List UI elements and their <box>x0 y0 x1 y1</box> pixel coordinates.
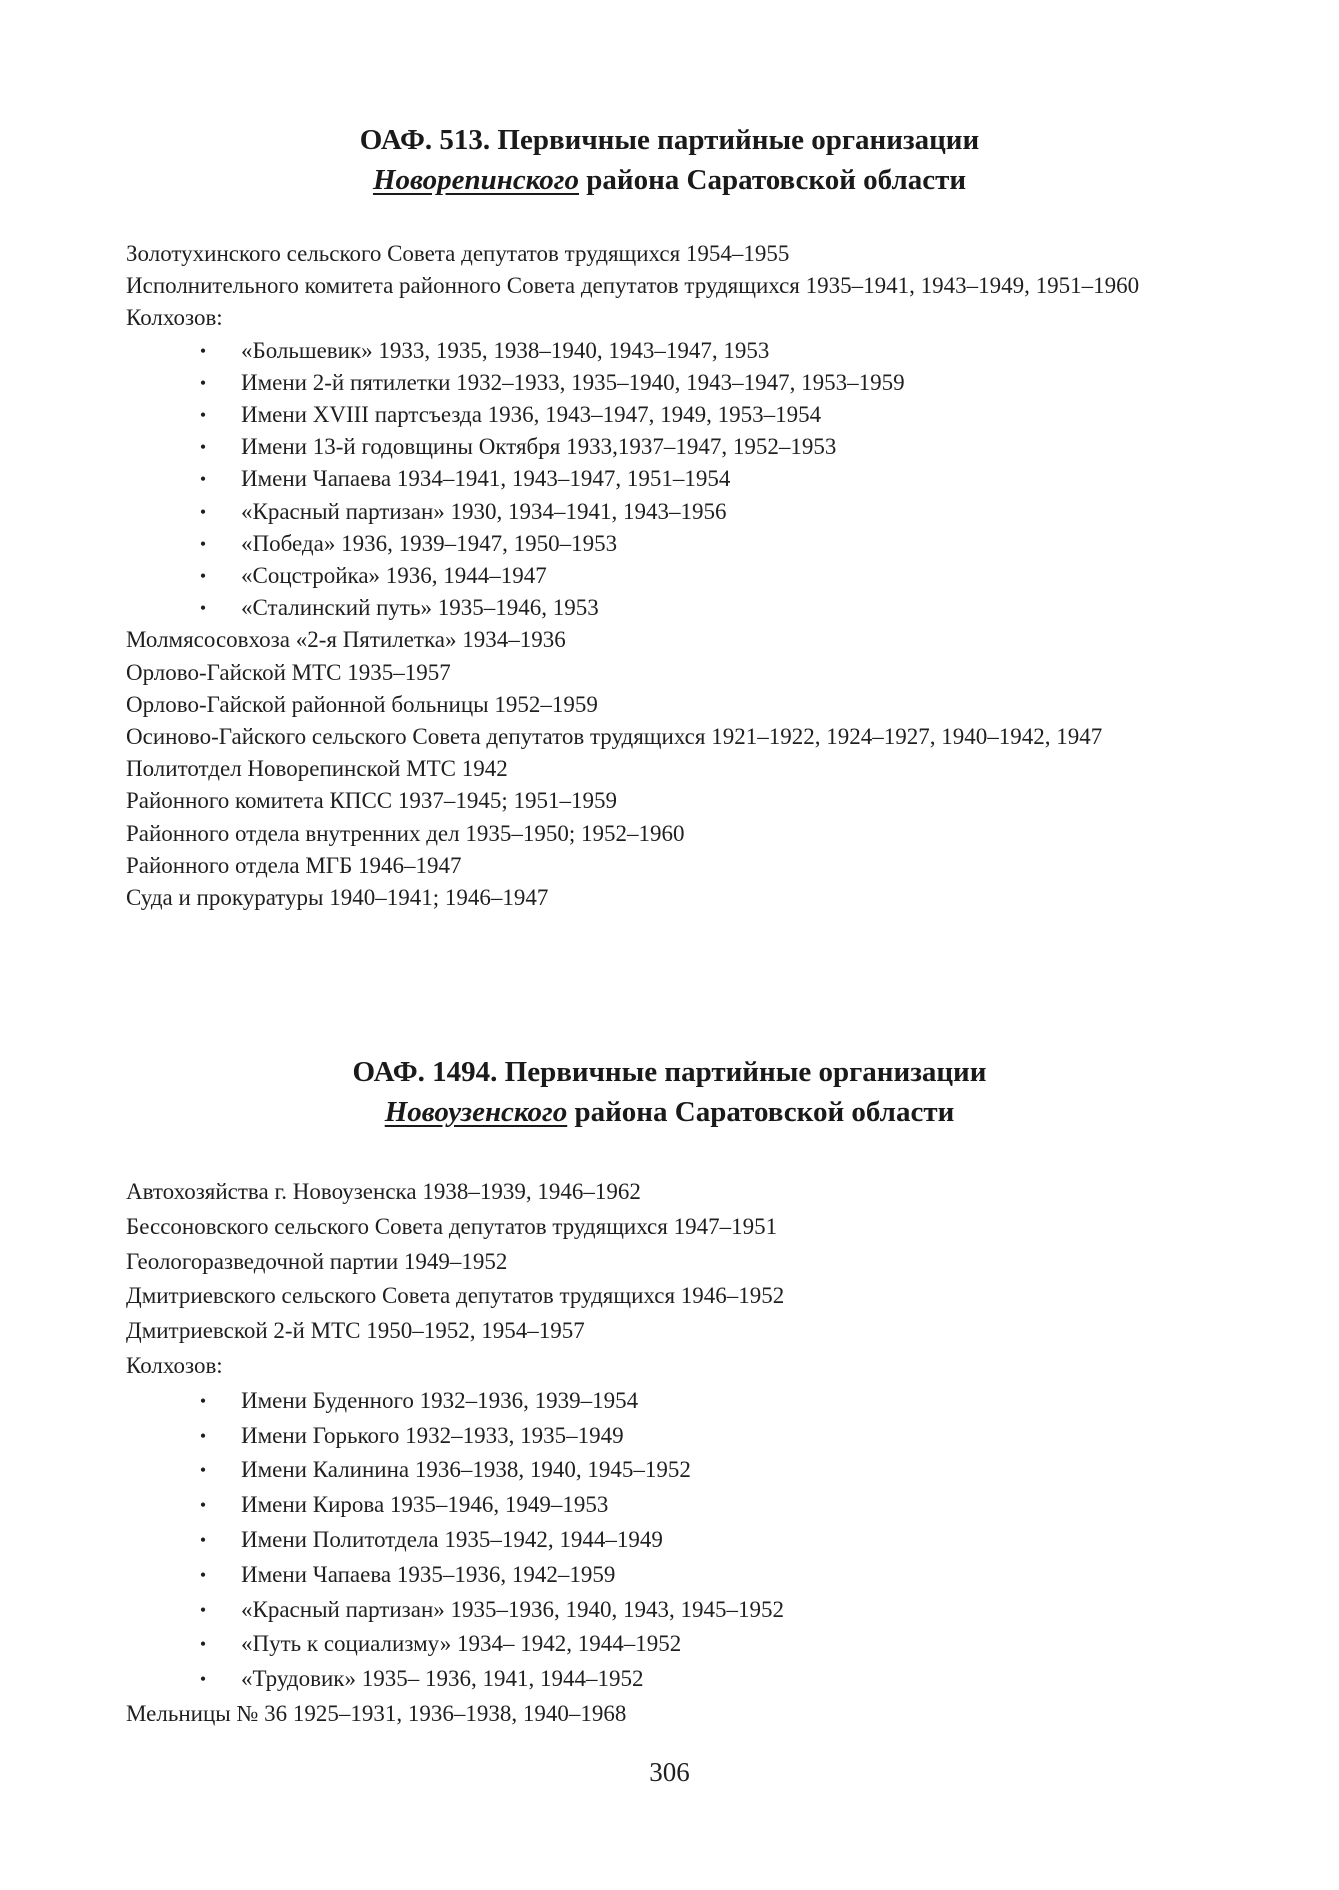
bullet-icon: • <box>199 372 207 393</box>
bullet-icon: • <box>199 1564 207 1585</box>
bullet-icon: • <box>199 501 207 522</box>
bullet-list-item <box>126 399 1226 431</box>
bullet-list-item <box>126 1488 1226 1523</box>
list-item: Золотухинского сельского Совета депутатов трудящихся 1954–1955 <box>126 241 790 266</box>
bullet-icon: • <box>199 533 207 554</box>
section-1-title-line2 <box>0 160 1339 200</box>
bullet-list-item <box>126 1419 1226 1454</box>
bullet-text: «Красный партизан» 1930, 1934–1941, 1943–1956 <box>241 498 727 524</box>
list-item: Молмясосовхоза «2-я Пятилетка» 1934–1936 <box>126 627 566 653</box>
list-item: Бессоновского сельского Совета депутатов трудящихся 1947–1951 <box>126 1213 778 1239</box>
list-item: Районного комитета КПСС 1937–1945; 1951–1959 <box>126 788 618 814</box>
section-1-title-line1: ОАФ. 513. Первичные партийные организации <box>359 124 980 156</box>
bullet-text: Имени 13-й годовщины Октября 1933,1937–1947, 1952–1953 <box>241 434 837 460</box>
bullet-list-item <box>126 1453 1226 1488</box>
bullet-text: «Соцстройка» 1936, 1944–1947 <box>241 563 547 589</box>
section-1-heading <box>0 120 1339 200</box>
bullet-icon: • <box>199 1390 207 1411</box>
list-item: Политотдел Новорепинской МТС 1942 <box>126 756 508 782</box>
list-item: Мельницы № 36 1925–1931, 1936–1938, 1940–1968 <box>126 1700 627 1726</box>
bullet-text: «Сталинский путь» 1935–1946, 1953 <box>241 595 599 621</box>
bullet-text: «Путь к социализму» 1934– 1942, 1944–1952 <box>241 1631 682 1657</box>
list-item: Геологоразведочной партии 1949–1952 <box>126 1248 508 1274</box>
bullet-icon: • <box>199 1634 207 1655</box>
bullet-icon: • <box>199 1425 207 1446</box>
bullet-text: «Красный партизан» 1935–1936, 1940, 1943, 1945–1952 <box>241 1596 785 1622</box>
bullet-icon: • <box>199 1599 207 1620</box>
bullet-icon: • <box>199 405 207 426</box>
bullet-text: «Трудовик» 1935– 1936, 1941, 1944–1952 <box>241 1666 644 1692</box>
bullet-icon: • <box>199 469 207 490</box>
bullet-list-item <box>126 560 1226 592</box>
bullet-text: Имени XVIII партсъезда 1936, 1943–1947, 1949, 1953–1954 <box>241 402 822 428</box>
section-1-title-rest: района Саратовской области <box>578 164 967 196</box>
list-item-kolkhoz-header: Колхозов: <box>126 305 223 331</box>
section-2-heading <box>0 1052 1339 1132</box>
bullet-text: Имени Чапаева 1935–1936, 1942–1959 <box>241 1561 616 1587</box>
bullet-text: Имени 2-й пятилетки 1932–1933, 1935–1940, 1943–1947, 1953–1959 <box>241 369 905 395</box>
bullet-list-item <box>126 528 1226 560</box>
list-item: Орлово-Гайской районной больницы 1952–1959 <box>126 691 598 717</box>
bullet-icon: • <box>199 340 207 361</box>
bullet-icon: • <box>199 598 207 619</box>
bullet-text: «Большевик» 1933, 1935, 1938–1940, 1943–1947, 1953 <box>241 337 770 363</box>
bullet-icon: • <box>199 437 207 458</box>
bullet-list-item <box>126 463 1226 495</box>
section-1-district-name: Новорепинского <box>372 164 579 196</box>
list-item: Суда и прокуратуры 1940–1941; 1946–1947 <box>126 885 549 911</box>
bullet-text: Имени Буденного 1932–1936, 1939–1954 <box>241 1387 639 1413</box>
bullet-icon: • <box>199 1669 207 1690</box>
section-2-list <box>126 1175 1226 1732</box>
section-2-district-name: Новоузенского <box>384 1096 568 1128</box>
section-2-title-rest: района Саратовской области <box>567 1096 955 1128</box>
section-2-title-line1: ОАФ. 1494. Первичные партийные организации <box>352 1056 987 1088</box>
bullet-text: Имени Чапаева 1934–1941, 1943–1947, 1951–1954 <box>241 466 731 492</box>
bullet-text: «Победа» 1936, 1939–1947, 1950–1953 <box>241 530 618 556</box>
bullet-list-item <box>126 1593 1226 1628</box>
list-item: Автохозяйства г. Новоузенска 1938–1939, 1946–1962 <box>126 1179 641 1204</box>
section-2-title-line2 <box>0 1092 1339 1132</box>
bullet-list-item <box>126 1662 1226 1697</box>
list-item: Дмитриевской 2-й МТС 1950–1952, 1954–1957 <box>126 1318 585 1344</box>
list-item: Орлово-Гайской МТС 1935–1957 <box>126 659 451 685</box>
bullet-text: Имени Политотдела 1935–1942, 1944–1949 <box>241 1526 663 1552</box>
bullet-list-item <box>126 367 1226 399</box>
bullet-list-item <box>126 1384 1226 1419</box>
page-number: 306 <box>649 1757 690 1787</box>
bullet-list-item <box>126 1627 1226 1662</box>
list-item: Дмитриевского сельского Совета депутатов трудящихся 1946–1952 <box>126 1283 785 1309</box>
bullet-icon: • <box>199 566 207 587</box>
bullet-text: Имени Калинина 1936–1938, 1940, 1945–1952 <box>241 1457 691 1483</box>
bullet-list-item <box>126 592 1226 624</box>
bullet-list-item <box>126 431 1226 463</box>
list-item: Осиново-Гайского сельского Совета депутатов трудящихся 1921–1922, 1924–1927, 1940–1942, 1947 <box>126 724 1103 750</box>
bullet-list-item <box>126 1523 1226 1558</box>
bullet-list-item <box>126 496 1226 528</box>
bullet-list-item <box>126 335 1226 367</box>
bullet-text: Имени Горького 1932–1933, 1935–1949 <box>241 1422 624 1448</box>
bullet-icon: • <box>199 1495 207 1516</box>
section-1-list <box>126 238 1226 914</box>
list-item: Районного отдела МГБ 1946–1947 <box>126 852 462 878</box>
bullet-icon: • <box>199 1460 207 1481</box>
list-item: Исполнительного комитета районного Совета депутатов трудящихся 1935–1941, 1943–1949, 1951–1960 <box>126 273 1140 299</box>
list-item-kolkhoz-header: Колхозов: <box>126 1352 223 1378</box>
bullet-text: Имени Кирова 1935–1946, 1949–1953 <box>241 1492 609 1518</box>
bullet-icon: • <box>199 1529 207 1550</box>
list-item: Районного отдела внутренних дел 1935–1950; 1952–1960 <box>126 820 685 846</box>
bullet-list-item <box>126 1558 1226 1593</box>
